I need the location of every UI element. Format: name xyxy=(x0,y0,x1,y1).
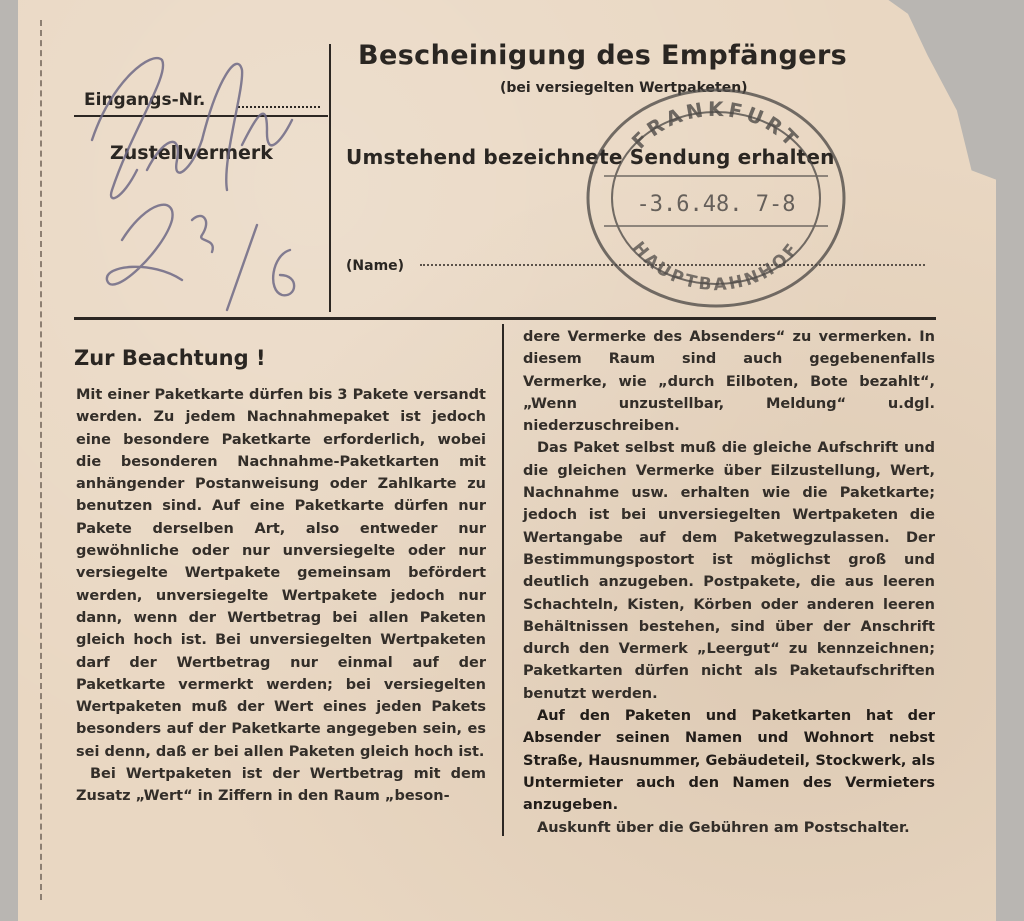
svg-text:HAUPTBAHNHOF xyxy=(628,238,804,295)
handwritten-annotation xyxy=(52,20,322,320)
notice-right-paragraph-2: Das Paket selbst muß die gleiche Aufschrift und die gleichen Vermerke über Eilzustellung, Wert, Nachnahme usw. erhalten wie die Paketkarte; jedoch ist bei unversiegelten Wertpaketen die Wertangabe auf dem Paketwegzulassen. Der Bestimmungspostort ist möglichst groß und deutlich anzugeben. Postpakete, die aus leeren Schachteln, Kisten, Körben oder anderen leeren Behältnissen bestehen, sind über der Anschrift durch den Vermerk „Leergut“ zu kennzeichnen; Paketkarten dürfen nicht als Paketaufschriften benutzt werden. xyxy=(523,440,935,702)
notice-left-paragraph-2: Bei Wertpaketen ist der Wertbetrag mit dem Zusatz „Wert“ in Ziffern in den Raum „beson- xyxy=(76,766,486,805)
notice-left-column xyxy=(76,384,486,808)
perforation-edge xyxy=(40,20,42,900)
column-divider xyxy=(502,324,504,836)
handwriting-text-2: 3/6 xyxy=(202,290,204,291)
postmark-stamp xyxy=(584,86,854,316)
document-title: Bescheinigung des Empfängers xyxy=(358,40,848,71)
notice-right-column xyxy=(523,326,935,839)
stamp-bottom-text: HAUPTBAHNHOF xyxy=(628,238,804,296)
notice-heading: Zur Beachtung ! xyxy=(74,346,266,370)
eingangs-nr-label: Eingangs-Nr. xyxy=(84,90,206,110)
stamp-top-text: FRANKFURT xyxy=(626,96,806,154)
stamp-date: -3.6.48. 7-8 xyxy=(636,192,796,217)
zustellvermerk-label: Zustellvermerk xyxy=(110,142,273,164)
notice-right-paragraph-4: Auskunft über die Gebühren am Postschalter. xyxy=(537,819,910,836)
header-vertical-divider xyxy=(329,44,331,312)
notice-right-paragraph-3: Auf den Paketen und Paketkarten hat der Absender seinen Namen und Wohnort nebst Straße, Hausnummer, Gebäudeteil, Stockwerk, als Untermieter auch den Namen des Vermieters anzugeben. xyxy=(523,708,935,814)
notice-right-paragraph-1: dere Vermerke des Absenders“ zu vermerken. In diesem Raum sind auch gegebenenfalls Vermerke, wie „durch Eilboten, Bote bezahlt“, „Wenn unzustellbar, Meldung“ u.dgl. niederzuschreiben. xyxy=(523,329,935,435)
document-subtitle: (bei versiegelten Wertpaketen) xyxy=(500,80,748,96)
notice-left-paragraph-1: Mit einer Paketkarte dürfen bis 3 Pakete versandt werden. Zu jedem Nachnahmepaket ist jedoch eine besondere Paketkarte erforderlich, wobei die besonderen Nachnahme-Paketkarten mit anhängender Postanweisung oder Zahlkarte zu benutzen sind. Auf eine Paketkarte dürfen nur Pakete derselben Art, also entweder nur gewöhnliche oder nur unversiegelte oder nur versiegelte Wertpakete gemeinsam befördert werden, unversiegelte Wertpakete jedoch nur dann, wenn der Wertbetrag bei allen Paketen gleich hoch ist. Bei unversiegelten Wertpaketen darf der Wertbetrag nur einmal auf der Paketkarte vermerkt werden; bei versiegelten Wertpaketen muß der Wert eines jeden Pakets besonders auf der Paketkarte angegeben sein, es sei denn, daß er bei allen Paketen gleich hoch ist. xyxy=(76,387,486,760)
receipt-statement: Umstehend bezeichnete Sendung erhalten xyxy=(346,145,835,169)
name-label: (Name) xyxy=(346,258,405,274)
